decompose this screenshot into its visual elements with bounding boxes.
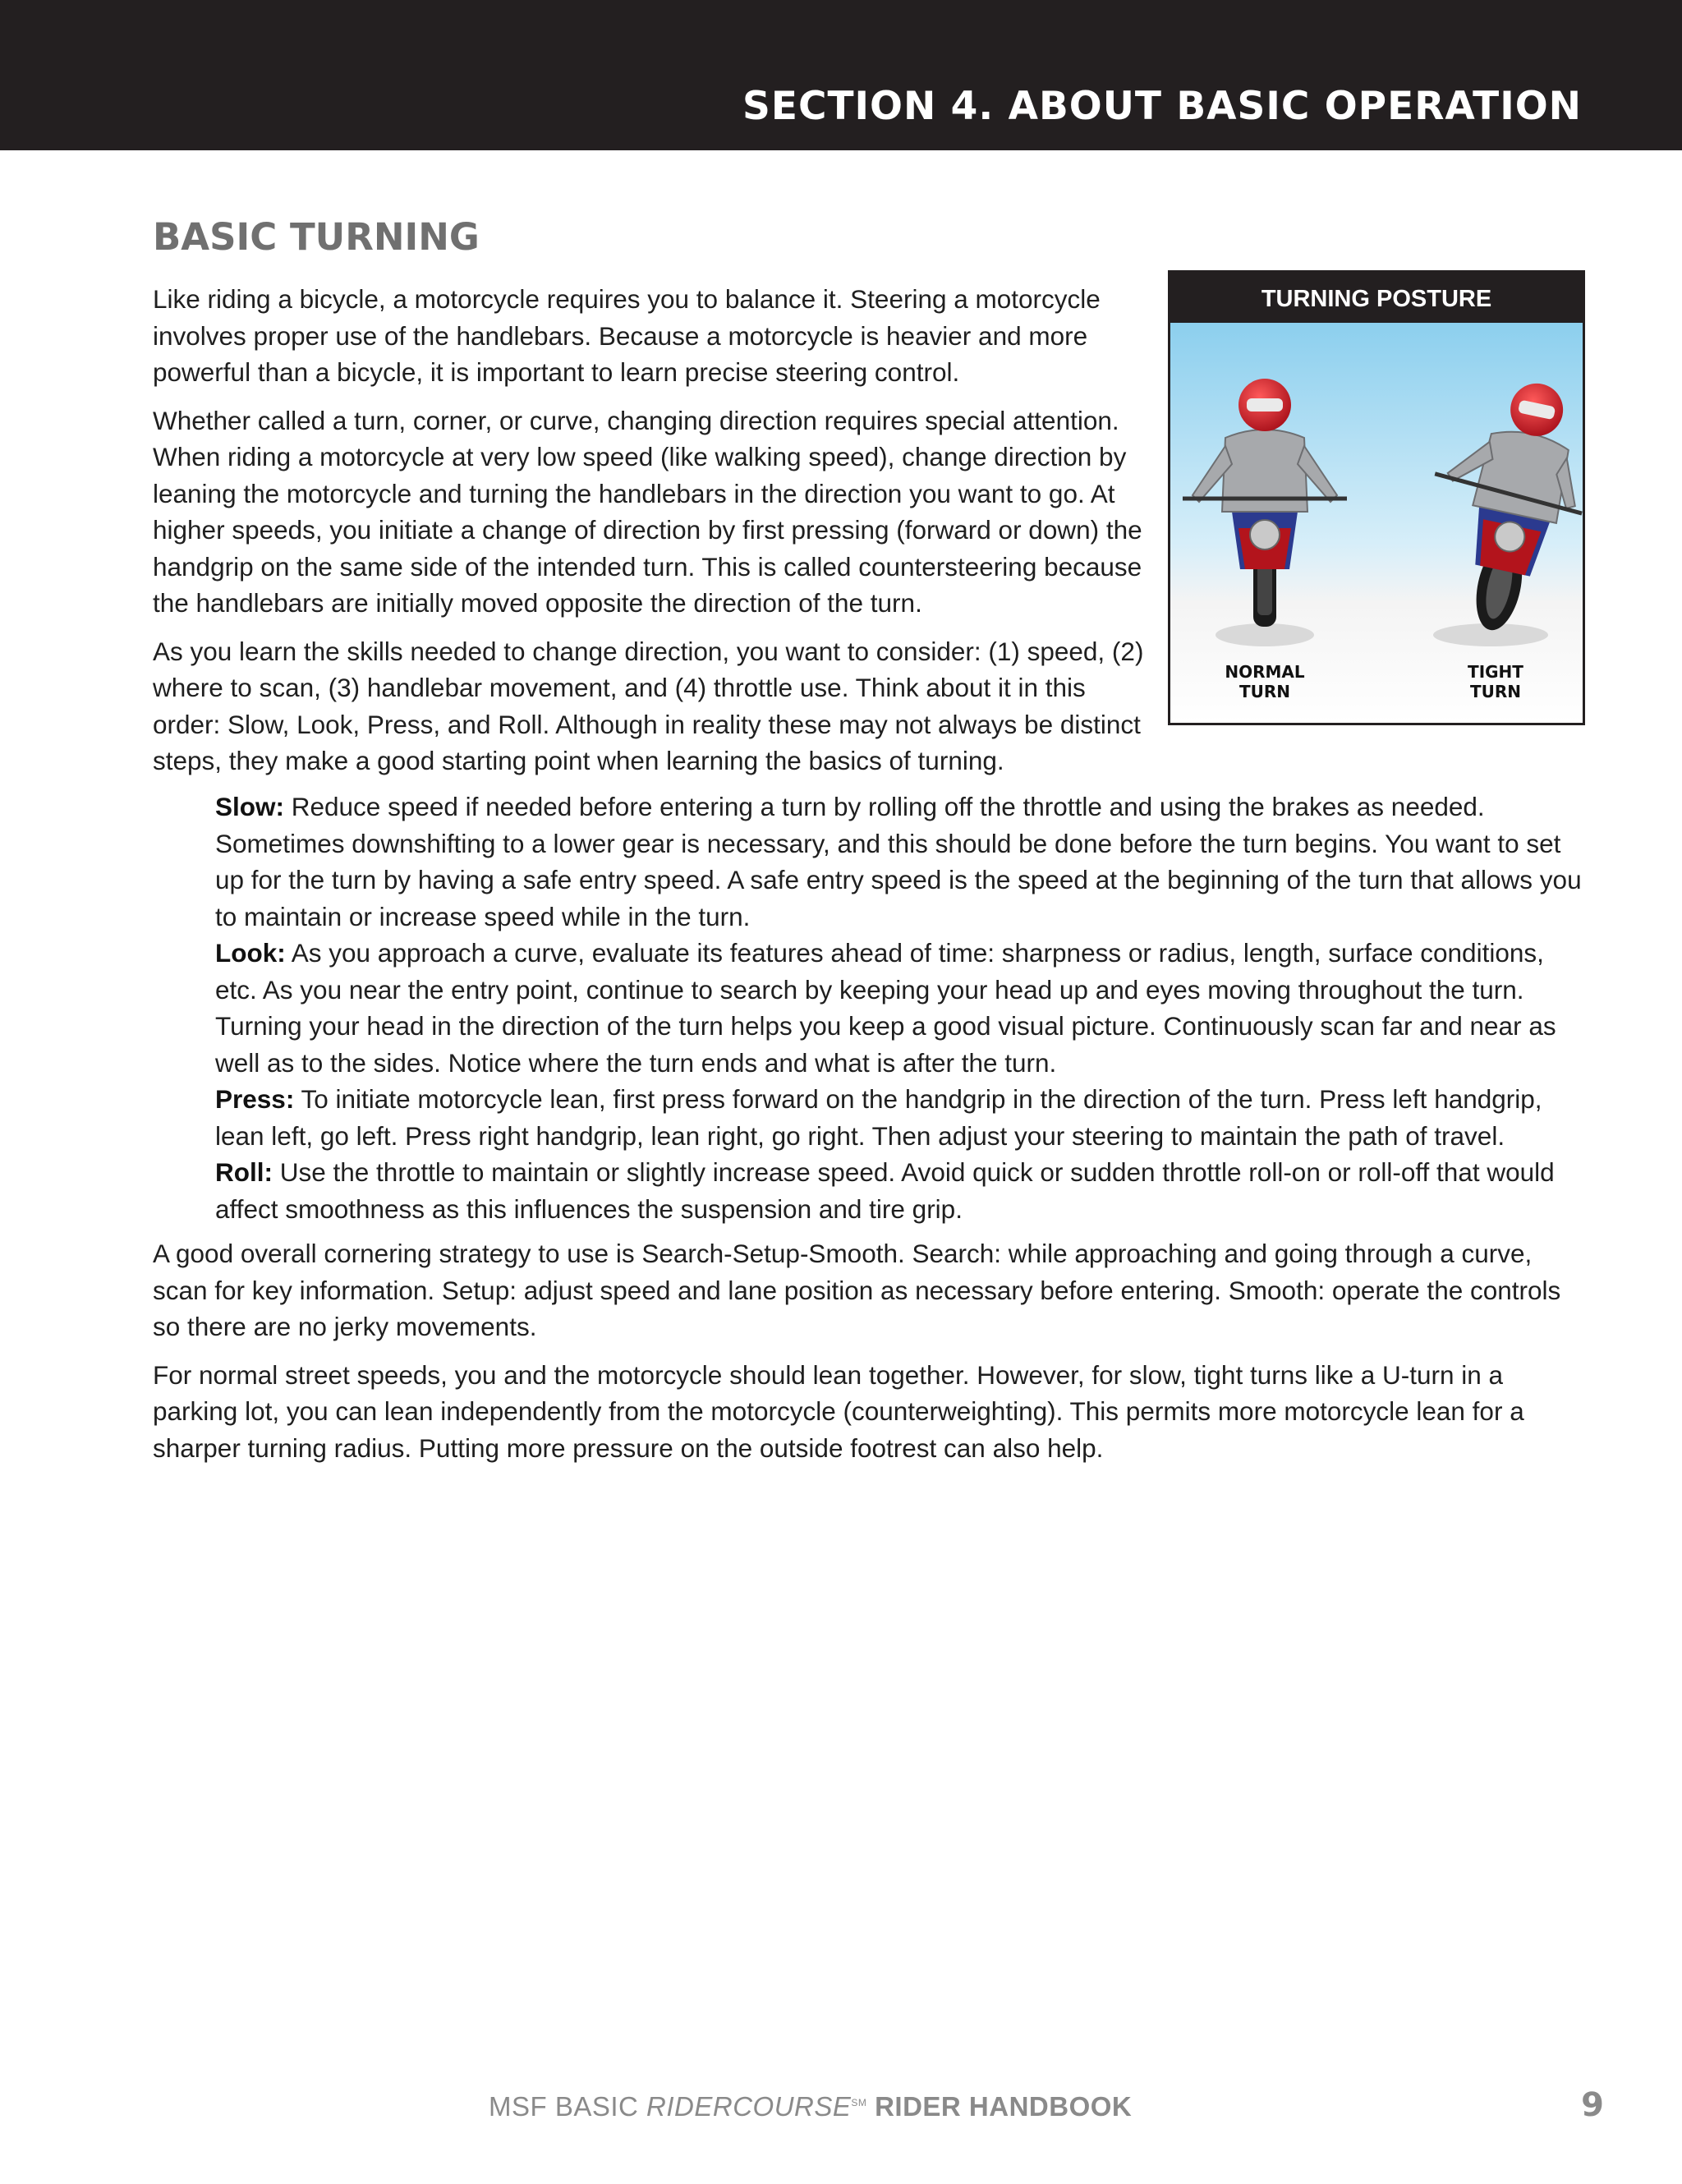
- motorcycle-illustration: [1170, 323, 1583, 723]
- section-title: SECTION 4. ABOUT BASIC OPERATION: [742, 84, 1582, 129]
- page-heading: BASIC TURNING: [153, 215, 480, 259]
- step-text: Use the throttle to maintain or slightly increase speed. Avoid quick or sudden throttle roll-on or roll-off that would affect smoothness as this influences the suspension and tire grip.: [215, 1157, 1555, 1224]
- steps-list: [215, 789, 1587, 1227]
- step-press: [215, 1081, 1587, 1154]
- step-term: Look:: [215, 938, 286, 968]
- footer-suffix: RIDER HANDBOOK: [875, 2091, 1133, 2122]
- normal-turn-label: TURN: [1239, 682, 1291, 701]
- footer-brand: RIDERCOURSE: [646, 2091, 852, 2122]
- step-look: [215, 935, 1587, 1081]
- intro-text: [153, 281, 1155, 791]
- step-slow: [215, 789, 1587, 935]
- paragraph: As you learn the skills needed to change direction, you want to consider: (1) speed, (2) where to scan, (3) handlebar movement, and (4) throttle use. Think about it in this order: Slow, Look, Press, and Roll. Although in reality these may not always be distinct steps, they make a good starting point when learning the basics of turning.: [153, 636, 1144, 775]
- closing-text: [153, 1235, 1590, 1478]
- step-text: As you approach a curve, evaluate its features ahead of time: sharpness or radius, length, surface conditions, etc. As you near the entry point, continue to search by keeping your head up and eyes moving throughout the turn. Turning your head in the direction of the turn helps you keep a good visual picture. Continuously scan far and near as well as to the sides. Notice where the turn ends and what is after the turn.: [215, 938, 1556, 1078]
- normal-turn-label: NORMAL: [1225, 662, 1305, 682]
- paragraph: For normal street speeds, you and the motorcycle should lean together. However, for slow, tight turns like a U-turn in a parking lot, you can lean independently from the motorcycle (counterweighting). This permits more motorcycle lean for a sharper turning radius. Putting more pressure on the outside footrest can also help.: [153, 1359, 1524, 1463]
- tight-turn-label: TURN: [1469, 682, 1522, 701]
- tight-turn-label: TIGHT: [1468, 662, 1523, 682]
- footer-title: [489, 2091, 1132, 2122]
- paragraph: Like riding a bicycle, a motorcycle requires you to balance it. Steering a motorcycle involves proper use of the handlebars. Because a motorcycle is heavier and more powerful than a bicycle, it is important to learn precise steering control.: [153, 284, 1101, 387]
- paragraph: A good overall cornering strategy to use is Search-Setup-Smooth. Search: while approaching and going through a curve, scan for key information. Setup: adjust speed and lane position as necessary before entering. Smooth: operate the controls so there are no jerky movements.: [153, 1239, 1561, 1341]
- step-term: Slow:: [215, 792, 284, 821]
- step-text: Reduce speed if needed before entering a turn by rolling off the throttle and using the brakes as needed. Sometimes downshifting to a lower gear is necessary, and this should be done before the turn begins. You want to set up for the turn by having a safe entry speed. A safe entry speed is the speed at the beginning of the turn that allows you to maintain or increase speed while in the turn.: [215, 792, 1582, 931]
- step-roll: [215, 1154, 1587, 1227]
- turning-posture-figure: [1168, 270, 1585, 725]
- step-term: Roll:: [215, 1157, 273, 1187]
- paragraph: Whether called a turn, corner, or curve, changing direction requires special attention. When riding a motorcycle at very low speed (like walking speed), change direction by leaning the motorcycle and turning the handlebars in the direction you want to go. At higher speeds, you initiate a change of direction by first pressing (forward or down) the handgrip on the same side of the intended turn. This is called countersteering because the handlebars are initially moved opposite the direction of the turn.: [153, 405, 1142, 618]
- page-number: 9: [1581, 2086, 1604, 2124]
- footer-prefix: MSF BASIC: [489, 2091, 647, 2122]
- figure-title: TURNING POSTURE: [1170, 273, 1583, 323]
- step-text: To initiate motorcycle lean, first press forward on the handgrip in the direction of the turn. Press left handgrip, lean left, go left. Press right handgrip, lean right, go right. Then adjust your steering to maintain the path of travel.: [215, 1084, 1542, 1151]
- step-term: Press:: [215, 1084, 295, 1114]
- figure-scene: [1170, 323, 1583, 723]
- footer-trademark: SM: [851, 2097, 867, 2108]
- header-bar: [0, 0, 1682, 150]
